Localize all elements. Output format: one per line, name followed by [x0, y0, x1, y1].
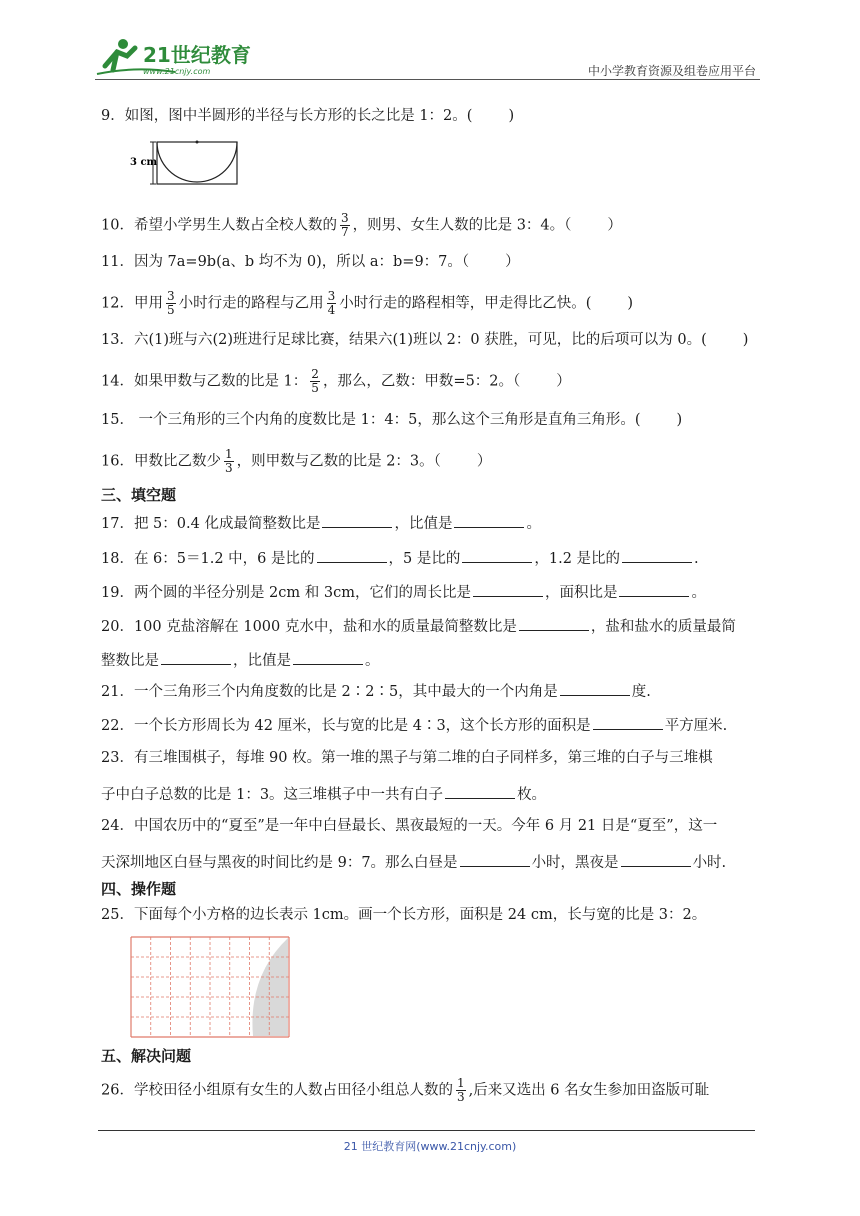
question-11 — [101, 252, 520, 272]
question-23-line-1: 23．有三堆围棋子，每堆 90 枚。第一堆的黑子与第二堆的白子同样多，第三堆的白子与三堆棋 — [101, 750, 713, 766]
question-12-text-b: 小时行走的路程与乙用 — [178, 295, 324, 312]
question-13-text: 13．六(1)班与六(2)班进行足球比赛，结果六(1)班以 2：0 获胜，可见，比的后项可以为 0。( — [101, 332, 707, 348]
question-12-paren-close: ) — [627, 295, 634, 312]
question-14-paren-close: ） — [556, 373, 571, 390]
question-12 — [101, 290, 633, 317]
answer-blank[interactable] — [560, 679, 630, 696]
answer-blank[interactable] — [462, 546, 532, 563]
answer-blank[interactable] — [621, 850, 691, 867]
question-15 — [101, 410, 682, 430]
question-16-text-a: 16．甲数比乙数少 — [101, 453, 221, 470]
fraction-3-5: $\frac{3}{5}$ — [166, 289, 175, 317]
fraction-2-5: $\frac{2}{5}$ — [311, 367, 319, 395]
question-9 — [101, 106, 514, 126]
fraction-1-3: $\frac{1}{3}$ — [456, 1076, 465, 1104]
question-9-text: 9．如图，图中半圆形的半径与长方形的长之比是 1：2。( — [101, 108, 473, 124]
footer-divider — [98, 1130, 755, 1131]
answer-blank[interactable] — [519, 614, 589, 631]
question-13 — [101, 330, 748, 350]
question-19: 19．两个圆的半径分别是 2cm 和 3cm，它们的周长比是 ，面积比是 。 — [101, 580, 706, 603]
question-26: 26．学校田径小组原有女生的人数占田径小组总人数的 $\frac{1}{3}$ ,后来又选出 6 名女生参加田盗版可耻 — [101, 1076, 710, 1104]
footer-text: 21 世纪教育网(www.21cnjy.com) — [343, 1140, 517, 1153]
question-15-text: 15． 一个三角形的三个内角的度数比是 1：4：5，那么这个三角形是直角三角形。( — [101, 412, 641, 428]
grid-paper-figure[interactable] — [130, 936, 290, 1038]
fraction-3-7: $\frac{3}{7}$ — [340, 211, 349, 239]
question-20-line-2: 整数比是 ，比值是 。 — [101, 648, 380, 671]
question-14 — [101, 368, 571, 395]
runner-logo-icon — [95, 36, 255, 78]
header-divider — [95, 79, 760, 80]
fraction-3-4: $\frac{3}{4}$ — [327, 289, 336, 317]
question-24-line-2: 天深圳地区白昼与黑夜的时间比约是 9：7。那么白昼是 小时，黑夜是 小时. — [101, 850, 726, 873]
site-logo — [95, 36, 255, 78]
answer-blank[interactable] — [619, 580, 689, 597]
rectangle-shape — [157, 142, 237, 184]
answer-blank[interactable] — [161, 648, 231, 665]
question-22: 22．一个长方形周长为 42 厘米，长与宽的比是 4∶3，这个长方形的面积是 平方厘米. — [101, 713, 727, 736]
question-16-text-b: ，则甲数与乙数的比是 2：3。（ — [236, 453, 441, 470]
question-15-paren-close: ) — [676, 412, 683, 428]
logo-text: 21世纪教育 — [143, 43, 251, 67]
grid-shadow — [252, 938, 288, 1036]
question-12-text-c: 小时行走的路程相等，甲走得比乙快。( — [339, 295, 592, 312]
question-21: 21．一个三角形三个内角度数的比是 2∶2∶5，其中最大的一个内角是 度. — [101, 679, 651, 702]
question-12-text-a: 12．甲用 — [101, 295, 163, 312]
fraction-1-3: $\frac{1}{3}$ — [224, 447, 233, 475]
answer-blank[interactable] — [473, 580, 543, 597]
question-18: 18．在 6：5＝1.2 中，6 是比的 ，5 是比的 ，1.2 是比的 . — [101, 546, 699, 569]
answer-blank[interactable] — [460, 850, 530, 867]
question-10 — [101, 212, 622, 239]
section-5-heading: 五、解决问题 — [101, 1047, 192, 1065]
answer-blank[interactable] — [622, 546, 692, 563]
question-11-text: 11．因为 7a=9b(a、b 均不为 0)，所以 a：b=9：7。（ — [101, 254, 470, 270]
question-16 — [101, 448, 491, 475]
semicircle-shape — [157, 142, 237, 182]
answer-blank[interactable] — [593, 713, 663, 730]
question-13-paren-close: ) — [742, 332, 749, 348]
answer-blank[interactable] — [293, 648, 363, 665]
answer-blank[interactable] — [317, 546, 387, 563]
question-11-paren-close: ） — [505, 254, 520, 270]
question-24-line-1: 24．中国农历中的“夏至”是一年中白昼最长、黑夜最短的一天。今年 6 月 21 日是“夏至”，这一 — [101, 818, 718, 834]
question-25: 25．下面每个小方格的边长表示 1cm。画一个长方形，面积是 24 cm，长与宽的比是 3：2。 — [101, 907, 707, 923]
question-10-paren-close: ） — [607, 217, 622, 234]
question-17: 17．把 5：0.4 化成最简整数比是 ，比值是 。 — [101, 511, 541, 534]
header-platform-name: 中小学教育资源及组卷应用平台 — [587, 64, 756, 78]
question-20-line-1: 20．100 克盐溶解在 1000 克水中，盐和水的质量最简整数比是 ，盐和盐水的质量最简 — [101, 614, 736, 637]
question-10-text-b: ，则男、女生人数的比是 3：4。（ — [352, 217, 572, 234]
question-14-text-b: ，那么，乙数：甲数=5：2。（ — [322, 373, 521, 390]
answer-blank[interactable] — [454, 511, 524, 528]
logo-url: www.21cnjy.com — [143, 67, 211, 76]
figure-dimension-label: 3 cm — [130, 157, 158, 168]
answer-blank[interactable] — [322, 511, 392, 528]
question-16-paren-close: ） — [476, 453, 492, 470]
section-4-heading: 四、操作题 — [101, 880, 177, 898]
answer-blank[interactable] — [445, 782, 515, 799]
question-14-text-a: 14．如果甲数与乙数的比是 1： — [101, 373, 308, 390]
question-23-line-2: 子中白子总数的比是 1：3。这三堆棋子中一共有白子 枚。 — [101, 782, 546, 805]
question-10-text-a: 10．希望小学男生人数占全校人数的 — [101, 217, 337, 234]
question-9-figure — [128, 136, 243, 188]
section-3-heading: 三、填空题 — [101, 486, 177, 504]
question-9-paren-close: ) — [508, 108, 515, 124]
